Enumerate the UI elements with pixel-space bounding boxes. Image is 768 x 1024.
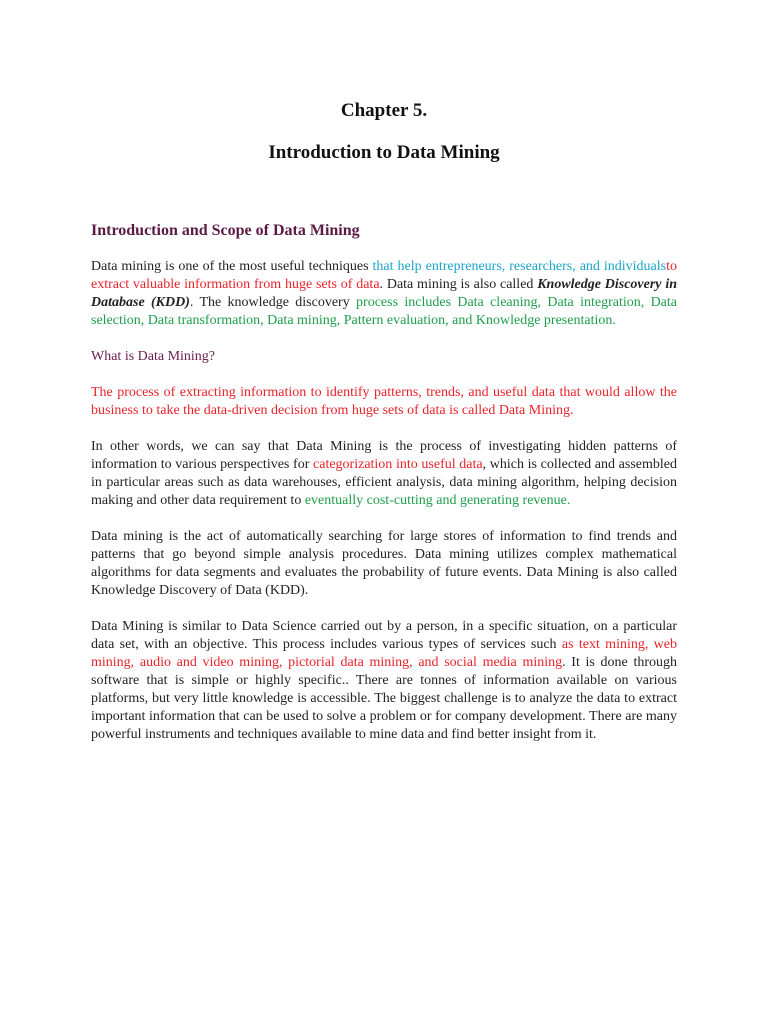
text-run-highlight-blue: that help entrepreneurs, researchers, and individuals [372,259,667,274]
paragraph-automatic-search: Data mining is the act of automatically searching for large stores of information to find trends and patterns that go beyond simple analysis procedures. Data mining utilizes complex mathematical algorithms for data segments and evaluates the probability of future events. Data Mining is also called Knowledge Discovery of Data (KDD). [91,529,677,598]
text-run: . It is done through software that is simple or highly specific.. There are tonnes of information available on various platforms, but very little knowledge is accessible. The biggest challenge is to analyze the data to extract important information that can be used to solve a problem or for company development. There are many powerful instruments and techniques available to mine data and find better insight from it. [91,655,678,742]
text-run-emphasis: Knowledge Discovery in Database (KDD) [91,277,677,310]
paragraph-definition: The process of extracting information to identify patterns, trends, and useful data that would allow the business to take the data-driven decision from huge sets of data is called Data Mining. [91,385,677,418]
text-run: , which is collected and assembled in particular areas such as data warehouses, efficient analysis, data mining algorithm, helping decision making and other data requirement to [91,457,677,508]
text-run-highlight-green: process includes Data cleaning, Data integration, Data selection, Data transformation, Data mining, Pattern evaluation, and Knowledge presentation. [91,295,677,328]
chapter-subtitle: Introduction to Data Mining [268,142,500,163]
paragraph-other-words [91,438,677,510]
text-run: In other words, we can say that Data Mining is the process of investigating hidden patterns of information to various perspectives for [91,439,677,472]
text-run-highlight-green: eventually cost-cutting and generating revenue. [304,493,571,508]
chapter-title: Chapter 5. [340,100,428,121]
text-run: . Data mining is also called [379,277,538,292]
paragraph-data-science [91,618,677,744]
subheading-what-is-data-mining: What is Data Mining? [91,349,216,364]
text-run: Data mining is one of the most useful techniques [91,259,373,274]
text-run-highlight-red: as text mining, web mining, audio and video mining, pictorial data mining, and social media mining [91,637,677,670]
section-heading: Introduction and Scope of Data Mining [91,222,360,239]
text-run-highlight-red: categorization into useful data [313,457,483,472]
document-body [91,221,677,762]
text-run: . The knowledge discovery [189,295,357,310]
paragraph-intro [91,258,677,330]
text-run-highlight-red: to extract valuable information from huge sets of data [91,259,677,292]
text-run: Data Mining is similar to Data Science carried out by a person, in a specific situation, on a particular data set, with an objective. This process includes various types of services such [91,619,677,652]
